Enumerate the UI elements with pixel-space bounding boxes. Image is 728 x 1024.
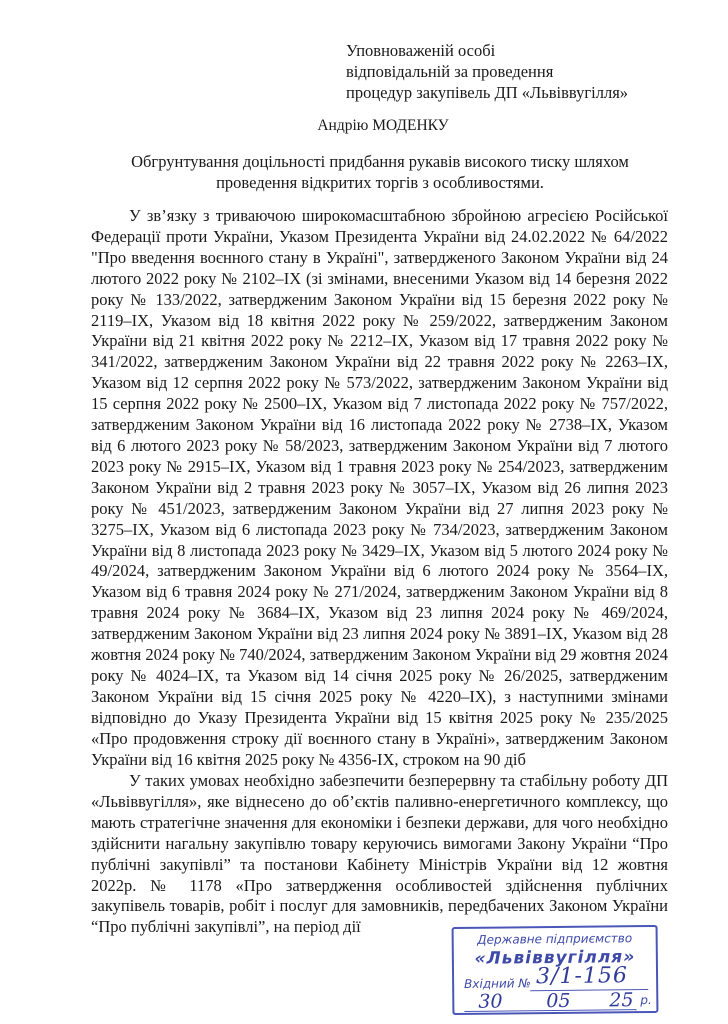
addressee-line-2: відповідальній за проведення [346,62,554,81]
addressee-name: Андрію МОДЕНКУ [317,117,449,134]
stamp-date-day: 30 [478,990,503,1013]
stamp-year-suffix: р. [640,992,652,1008]
addressee-line-3: процедур закупівель ДП «Львіввугілля» [346,83,629,102]
document-title [80,151,680,193]
body-paragraph-1 [91,206,668,770]
addressee-line-1: Уповноваженій особі [346,41,496,60]
paragraph-1-text: У зв’язку з триваючою широкомасштабною збройною агресією Російської Федерації проти України, Указом Президента України від 24.02.2022 № 64/2022 "Про введення воєнного стану в Україні", затвердженого Законом України від 24 лютого 2022 року № 2102–IX (зі змінами, внесеними Указом від 14 березня 2022 року № 133/2022, затвердженим Законом України від 15 березня 2022 року № 2119–IX, Указом від 18 квітня 2022 року № 259/2022, затвердженим Законом України від 21 квітня 2022 року № 2212–IX, Указом від 17 травня 2022 року № 341/2022, затвердженим Законом України від 22 травня 2022 року № 2263–IX, Указом від 12 серпня 2022 року № 573/2022, затвердженим Законом України від 15 серпня 2022 року № 2500–IX, Указом від 7 листопада 2022 року № 757/2022, затвердженим Законом України від 16 листопада 2022 року № 2738–IX, Указом від 6 лютого 2023 року № 58/2023, затвердженим Законом України від 7 лютого 2023 року № 2915–IX, Указом від 1 травня 2023 року № 254/2023, затвердженим Законом України від 2 травня 2023 року № 3057–IX, Указом від 26 липня 2023 року № 451/2023, затвердженим Законом України від 27 липня 2023 року № 3275–IX, Указом від 6 листопада 2023 року № 734/2023, затвердженим Законом України від 8 листопада 2023 року № 3429–IX, Указом від 5 лютого 2024 року № 49/2024, затвердженим Законом України від 6 лютого 2024 року № 3564–IX, Указом від 6 травня 2024 року № 271/2024, затвердженим Законом України від 8 травня 2024 року № 3684–IX, Указом від 23 липня 2024 року № 469/2024, затвердженим Законом України від 23 липня 2024 року № 3891–IX, Указом від 28 жовтня 2024 року № 740/2024, затвердженим Законом України від 29 жовтня 2024 року № 4024–IX, та Указом від 14 січня 2025 року № 26/2025, затвердженим Законом України від 15 січня 2025 року № 4220–IX), з наступними змінами відповідно до Указу Президента України від 15 квітня 2025 року № 235/2025 «Про продовження строку дії воєнного стану в Україні», затвердженим Законом України від 16 квітня 2025 року № 4356-IX, строком на 90 діб [91,206,668,769]
stamp-org-type: Державне підприємство [477,931,633,947]
incoming-registration-stamp [452,925,659,1015]
stamp-date-year: 25 [609,989,634,1012]
body-paragraph-2 [91,771,668,938]
stamp-date-month: 05 [546,989,571,1013]
addressee-block [346,40,706,103]
title-line-2: проведення відкритих торгів з особливостями. [216,173,544,192]
paragraph-2-text: У таких умовах необхідно забезпечити безперервну та стабільну роботу ДП «Львіввугілля», яке віднесено до об’єктів паливно-енергетичного комплексу, що мають стратегічне значення для економіки і безпеки держави, для чого необхідно здійснити нагальну закупівлю товару керуючись вимогами Закону України “Про публічні закупівлі” та постанови Кабінету Міністрів України від 12 жовтня 2022р. № 1178 «Про затвердження особливостей здійснення публічних закупівель товарів, робіт і послуг для замовників, передбачених Законом України “Про публічні закупівлі”, на період дії [91,771,668,937]
title-line-1: Обгрунтування доцільності придбання рукавів високого тиску шляхом [131,152,629,171]
stamp-date [464,989,652,1013]
stamp-incoming-label: Вхідний № [464,976,531,991]
stamp-incoming-number: 3/1-156 [535,963,629,990]
stamp-org-name: «Львіввугілля» [474,947,636,969]
